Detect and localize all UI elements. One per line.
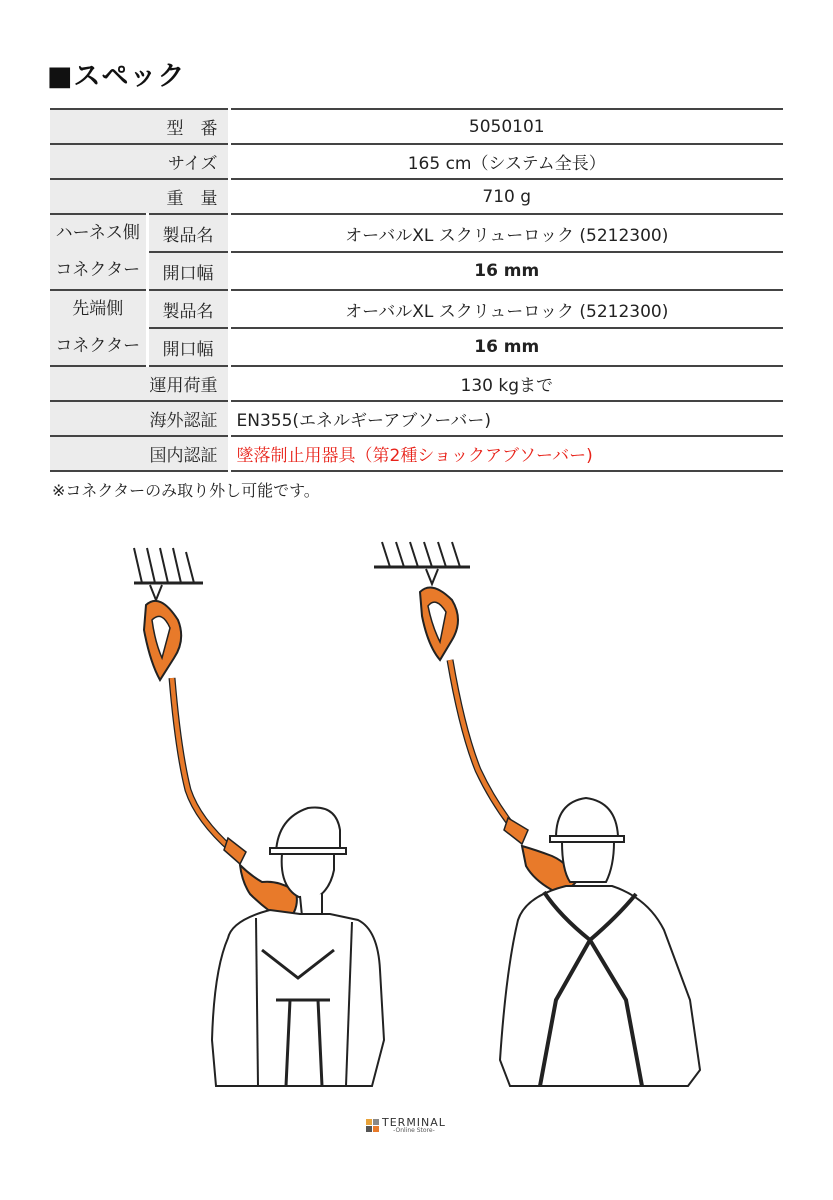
terminal-logo-icon (366, 1119, 379, 1132)
table-row (50, 109, 783, 144)
tip-product-value: オーバルXL スクリューロック (5212300) (229, 290, 783, 328)
page-title: ■スペック (47, 61, 186, 92)
tip-connector-group: 先端側 コネクター (50, 290, 147, 366)
usage-illustration (0, 530, 833, 1100)
table-row (50, 436, 783, 471)
harness-gate-label: 開口幅 (147, 252, 229, 290)
right-anchor-beam (374, 542, 470, 584)
size-value: 165 cm（システム全長） (229, 144, 783, 179)
table-row (50, 401, 783, 436)
model-value: 5050101 (229, 109, 783, 144)
overseas-cert-value: EN355(エネルギーアブソーバー) (229, 401, 783, 436)
harness-connector-group: ハーネス側 コネクター (50, 214, 147, 290)
weight-label: 重 量 (50, 179, 229, 214)
left-anchor-beam (134, 548, 203, 600)
footnote: ※コネクターのみ取り外し可能です。 (52, 481, 320, 500)
table-row (50, 144, 783, 179)
size-label: サイズ (50, 144, 229, 179)
table-row (50, 214, 783, 252)
overseas-cert-label: 海外認証 (50, 401, 229, 436)
brand-logo (366, 1117, 446, 1134)
tip-gate-label: 開口幅 (147, 328, 229, 366)
domestic-cert-label: 国内認証 (50, 436, 229, 471)
domestic-cert-value: 墜落制止用器具（第2種ショックアブソーバー) (229, 436, 783, 471)
table-row (50, 290, 783, 328)
table-row (50, 179, 783, 214)
load-value: 130 kgまで (229, 366, 783, 401)
logo-name: TERMINAL (382, 1116, 446, 1129)
weight-value: 710 g (229, 179, 783, 214)
load-label: 運用荷重 (50, 366, 229, 401)
tip-gate-value: 16 mm (229, 328, 783, 366)
harness-product-value: オーバルXL スクリューロック (5212300) (229, 214, 783, 252)
right-worker-back (500, 798, 700, 1086)
logo-sub: -Online Store- (393, 1127, 435, 1134)
left-lanyard (144, 601, 316, 962)
tip-product-label: 製品名 (147, 290, 229, 328)
table-row (50, 252, 783, 290)
spec-table (50, 108, 783, 472)
table-row (50, 328, 783, 366)
harness-gate-value: 16 mm (229, 252, 783, 290)
model-label: 型 番 (50, 109, 229, 144)
harness-product-label: 製品名 (147, 214, 229, 252)
table-row (50, 366, 783, 401)
